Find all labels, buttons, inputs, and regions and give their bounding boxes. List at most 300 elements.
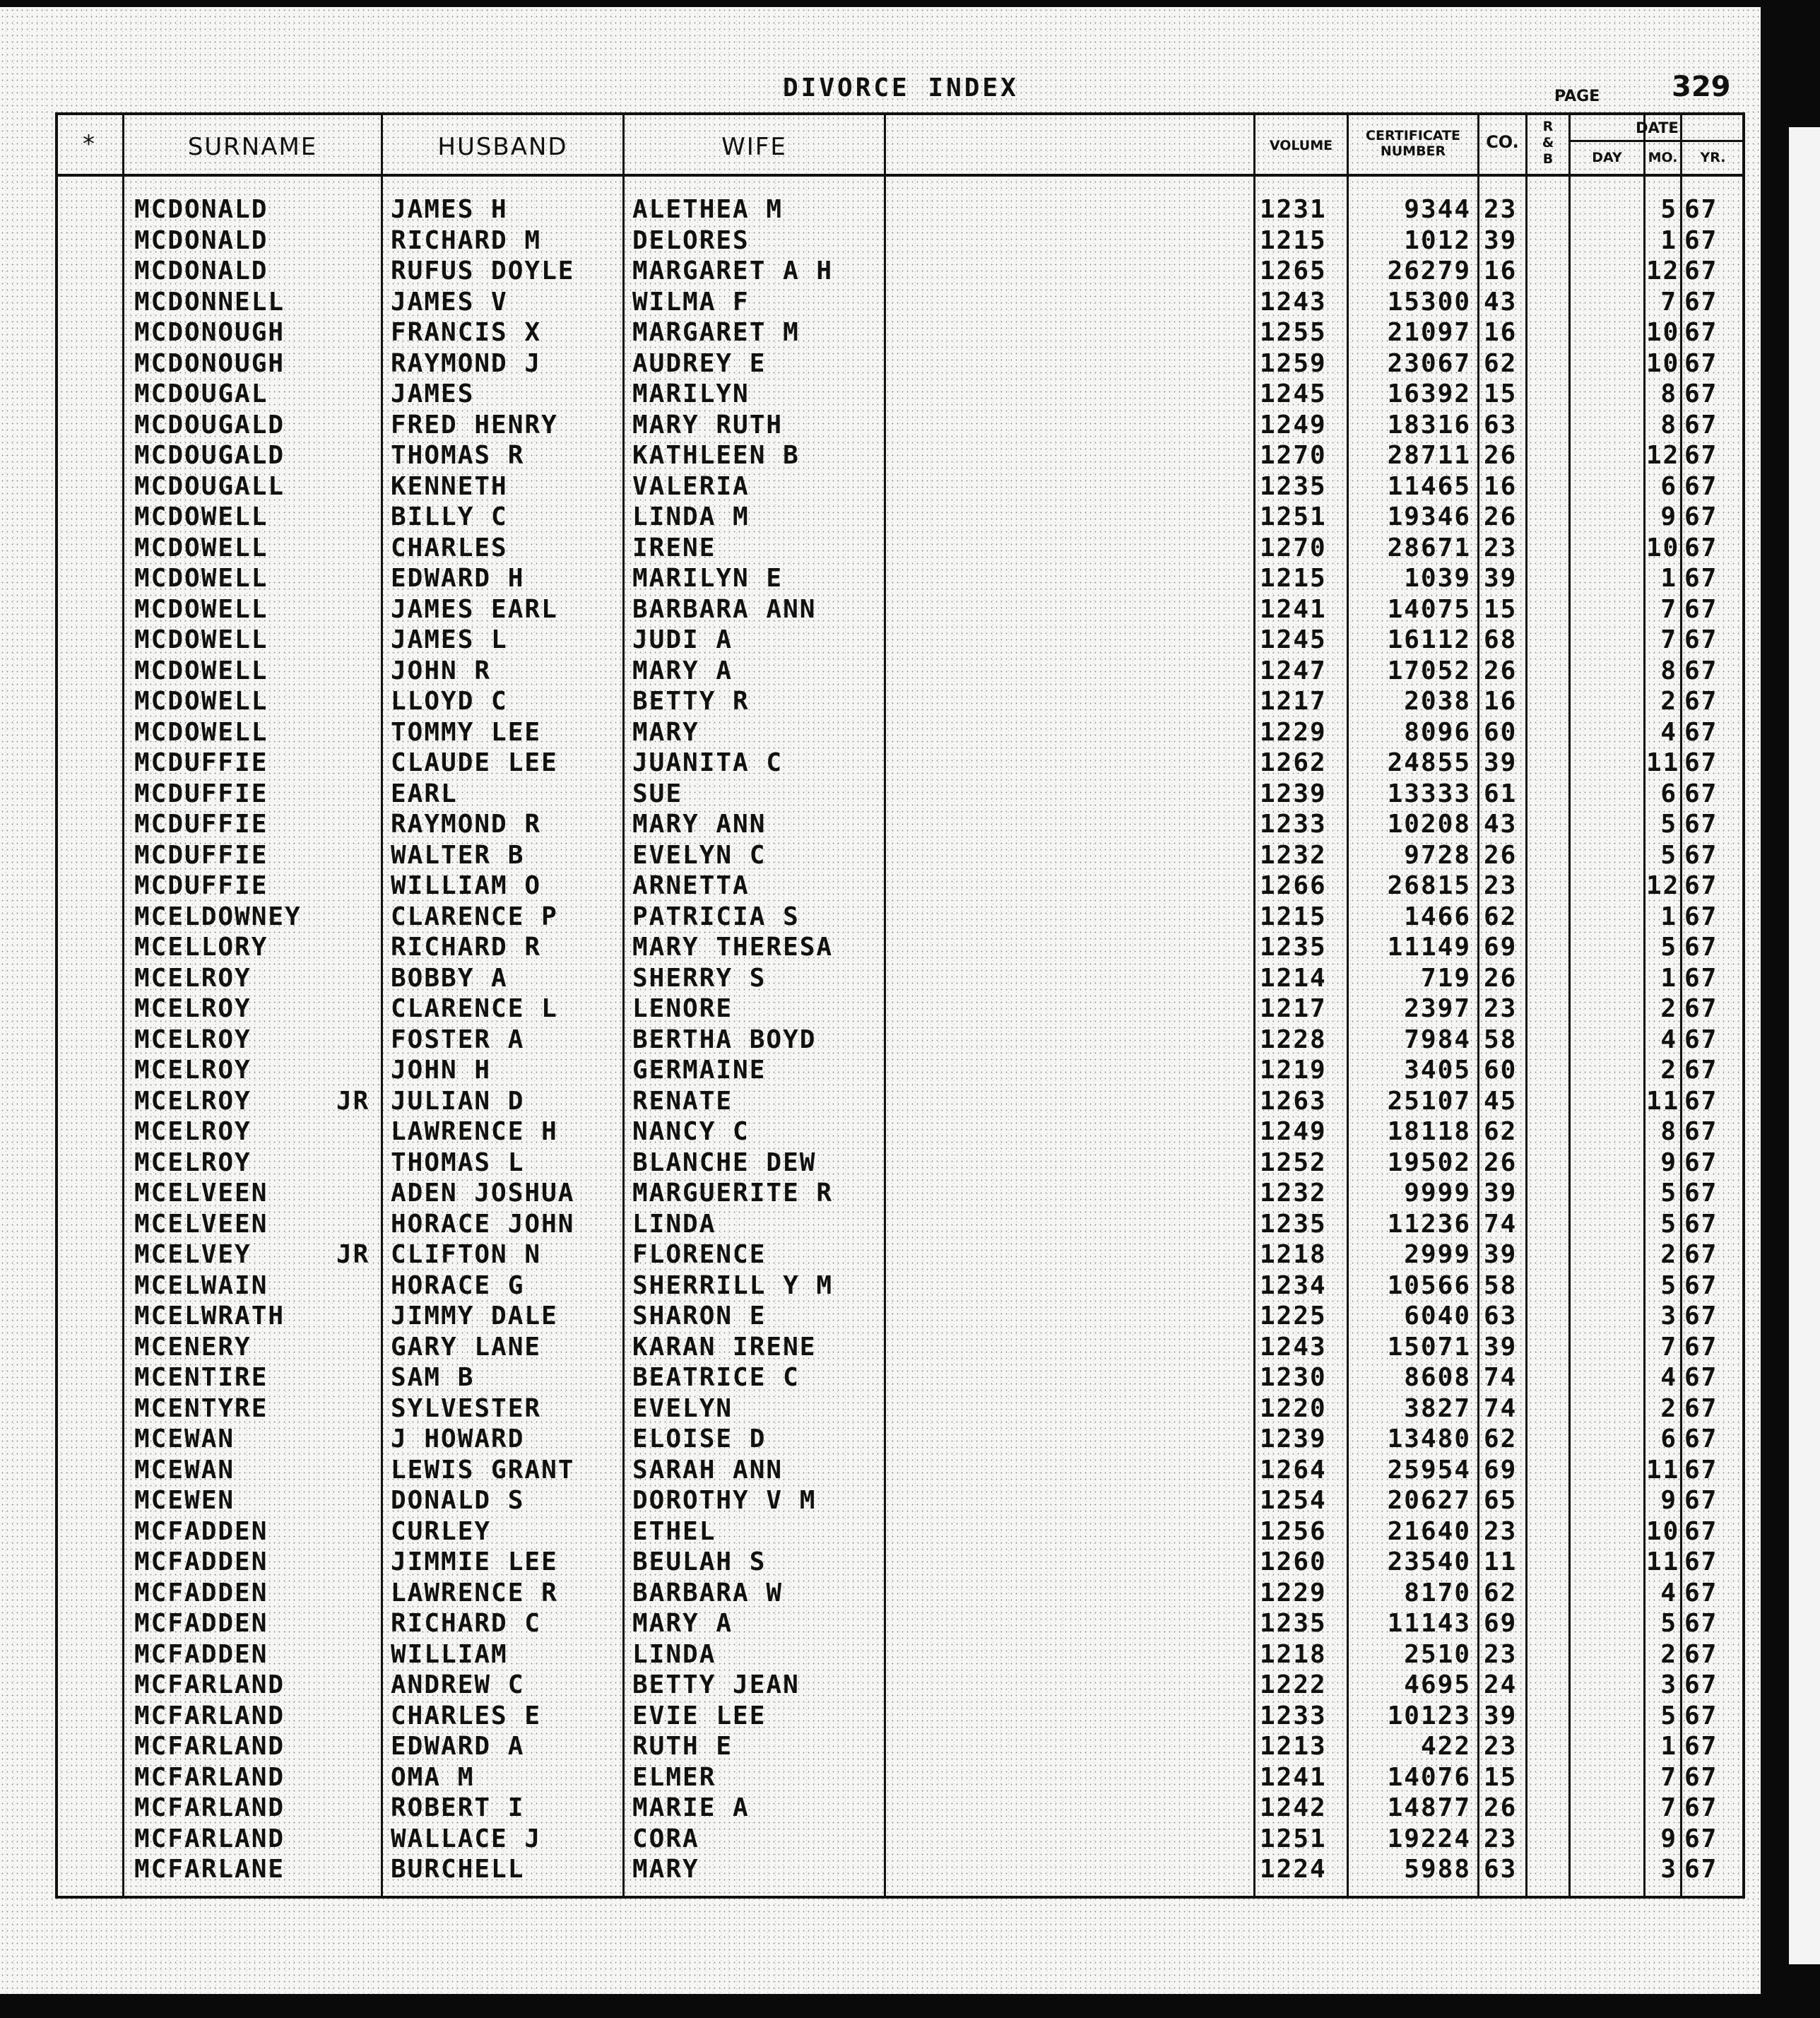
wife-cell: MARY THERESA [632, 933, 834, 962]
county-cell: 43 [1484, 287, 1518, 317]
header-husband: HUSBAND [437, 133, 568, 161]
husband-cell: ADEN JOSHUA [391, 1179, 575, 1208]
volume-cell: 1243 [1260, 287, 1327, 317]
year-cell: 67 [1684, 1670, 1718, 1699]
wife-cell: MARY ANN [632, 810, 767, 839]
husband-cell: BURCHELL [391, 1855, 525, 1884]
surname-cell: MCELROY [134, 994, 252, 1023]
husband-cell: JAMES H [391, 195, 508, 224]
husband-cell: CHARLES E [391, 1701, 542, 1730]
county-cell: 39 [1484, 1701, 1518, 1730]
wife-cell: MARY A [632, 656, 733, 685]
county-cell: 39 [1484, 1240, 1518, 1269]
month-cell: 6 [1660, 471, 1677, 501]
month-cell: 9 [1660, 1486, 1677, 1515]
husband-cell: LAWRENCE H [391, 1117, 558, 1146]
county-cell: 23 [1484, 1824, 1518, 1853]
wife-cell: ELOISE D [632, 1424, 767, 1453]
certificate-cell: 20627 [1387, 1486, 1471, 1515]
year-cell: 67 [1684, 1393, 1718, 1423]
certificate-cell: 11149 [1387, 933, 1471, 962]
year-cell: 67 [1684, 687, 1718, 716]
volume-cell: 1245 [1260, 379, 1327, 408]
certificate-cell: 11236 [1387, 1209, 1471, 1239]
year-cell: 67 [1684, 471, 1718, 501]
surname-cell: MCELROY [134, 1147, 252, 1177]
year-cell: 67 [1684, 963, 1718, 993]
county-cell: 15 [1484, 379, 1518, 408]
header-day: DAY [1592, 150, 1622, 165]
table-row [0, 625, 1820, 656]
month-cell: 2 [1660, 687, 1677, 716]
year-cell: 67 [1684, 256, 1718, 285]
county-cell: 58 [1484, 1025, 1518, 1054]
year-cell: 67 [1684, 1086, 1718, 1116]
year-cell: 67 [1684, 441, 1718, 470]
month-cell: 3 [1660, 1302, 1677, 1330]
county-cell: 26 [1484, 502, 1518, 531]
table-row [0, 932, 1820, 963]
table-row [0, 410, 1820, 441]
year-cell: 67 [1684, 1332, 1718, 1362]
table-row [0, 533, 1820, 564]
husband-cell: WALLACE J [391, 1824, 542, 1853]
husband-cell: J HOWARD [391, 1424, 525, 1453]
table-row [0, 225, 1820, 256]
county-cell: 23 [1484, 1732, 1518, 1761]
surname-cell: MCFADDEN [134, 1639, 268, 1669]
county-cell: 63 [1484, 1855, 1518, 1884]
surname-cell: MCELROY [134, 1025, 252, 1054]
month-cell: 10 [1646, 348, 1680, 378]
wife-cell: SHARON E [632, 1302, 767, 1330]
surname-cell: MCDOUGALD [134, 441, 285, 470]
wife-cell: JUANITA C [632, 748, 784, 777]
county-cell: 24 [1484, 1670, 1518, 1699]
table-row [0, 1578, 1820, 1609]
header-volume: VOLUME [1269, 138, 1333, 153]
month-cell: 5 [1660, 1270, 1677, 1300]
certificate-cell: 1012 [1404, 225, 1471, 255]
county-cell: 61 [1484, 779, 1518, 808]
surname-cell: MCDONALD [134, 256, 268, 285]
husband-cell: RICHARD C [391, 1609, 542, 1638]
year-cell: 67 [1684, 1455, 1718, 1485]
county-cell: 39 [1484, 564, 1518, 593]
table-row [0, 1270, 1820, 1302]
table-row [0, 1455, 1820, 1486]
month-cell: 10 [1646, 533, 1680, 562]
surname-cell: MCDUFFIE [134, 810, 268, 839]
certificate-cell: 9728 [1404, 840, 1471, 870]
certificate-cell: 8096 [1404, 717, 1471, 747]
year-cell: 67 [1684, 902, 1718, 931]
year-cell: 67 [1684, 1578, 1718, 1607]
surname-cell: MCFADDEN [134, 1609, 268, 1638]
table-row [0, 440, 1820, 471]
month-cell: 12 [1646, 256, 1680, 285]
table-row [0, 1147, 1820, 1179]
county-cell: 16 [1484, 471, 1518, 501]
month-cell: 11 [1646, 1086, 1680, 1116]
year-cell: 67 [1684, 1117, 1718, 1146]
month-cell: 11 [1646, 1455, 1680, 1485]
year-cell: 67 [1684, 502, 1718, 531]
month-cell: 8 [1660, 379, 1677, 408]
year-cell: 67 [1684, 625, 1718, 654]
surname-cell: MCELROY [134, 1056, 252, 1085]
county-cell: 26 [1484, 656, 1518, 685]
wife-cell: MARY A [632, 1609, 733, 1638]
surname-cell: MCFARLANE [134, 1855, 285, 1884]
table-row [0, 1086, 1820, 1117]
year-cell: 67 [1684, 656, 1718, 685]
husband-cell: RUFUS DOYLE [391, 256, 575, 285]
certificate-cell: 14877 [1387, 1793, 1471, 1822]
certificate-cell: 8608 [1404, 1363, 1471, 1392]
table-row [0, 993, 1820, 1025]
surname-cell: MCFARLAND [134, 1701, 285, 1730]
surname-cell: MCDOWELL [134, 687, 268, 716]
county-cell: 69 [1484, 1455, 1518, 1485]
husband-cell: THOMAS R [391, 441, 525, 470]
volume-cell: 1215 [1260, 225, 1327, 255]
header-rb-line1: R [1542, 119, 1554, 134]
month-cell: 1 [1660, 1732, 1677, 1761]
certificate-cell: 8170 [1404, 1578, 1471, 1607]
month-cell: 2 [1660, 994, 1677, 1023]
wife-cell: GERMAINE [632, 1056, 767, 1085]
certificate-cell: 10123 [1387, 1701, 1471, 1730]
wife-cell: ELMER [632, 1762, 716, 1792]
volume-cell: 1228 [1260, 1025, 1327, 1054]
table-row [0, 1209, 1820, 1240]
husband-cell: JAMES [391, 379, 475, 408]
surname-cell: MCFARLAND [134, 1670, 285, 1699]
header-flag: * [83, 130, 96, 158]
table-row [0, 1239, 1820, 1270]
month-cell: 7 [1660, 287, 1677, 317]
month-cell: 1 [1660, 963, 1677, 993]
husband-cell: JULIAN D [391, 1086, 525, 1116]
surname-cell: MCDOWELL [134, 625, 268, 654]
header-certificate-line1: CERTIFICATE [1366, 128, 1460, 143]
surname-cell: MCDOUGAL [134, 379, 268, 408]
husband-cell: HORACE G [391, 1270, 525, 1300]
month-cell: 1 [1660, 564, 1677, 593]
volume-cell: 1263 [1260, 1086, 1327, 1116]
certificate-cell: 17052 [1387, 656, 1471, 685]
husband-cell: FOSTER A [391, 1025, 525, 1054]
year-cell: 67 [1684, 1424, 1718, 1453]
wife-cell: MARIE A [632, 1793, 750, 1822]
header-certificate [1349, 128, 1477, 159]
certificate-cell: 6040 [1404, 1302, 1471, 1330]
husband-cell: BOBBY A [391, 963, 508, 993]
county-cell: 74 [1484, 1209, 1518, 1239]
table-row [0, 1424, 1820, 1455]
month-cell: 5 [1660, 1179, 1677, 1208]
table-row [0, 1116, 1820, 1147]
year-cell: 67 [1684, 1547, 1718, 1576]
county-cell: 58 [1484, 1270, 1518, 1300]
month-cell: 3 [1660, 1670, 1677, 1699]
volume-cell: 1254 [1260, 1486, 1327, 1515]
certificate-cell: 9999 [1404, 1179, 1471, 1208]
surname-cell: MCDUFFIE [134, 840, 268, 870]
county-cell: 62 [1484, 1578, 1518, 1607]
month-cell: 9 [1660, 1824, 1677, 1853]
surname-cell: MCDONOUGH [134, 348, 285, 378]
county-cell: 23 [1484, 1639, 1518, 1669]
year-cell: 67 [1684, 1609, 1718, 1638]
year-cell: 67 [1684, 1701, 1718, 1730]
county-cell: 39 [1484, 748, 1518, 777]
volume-cell: 1239 [1260, 779, 1327, 808]
husband-cell: SYLVESTER [391, 1393, 542, 1423]
year-cell: 67 [1684, 717, 1718, 747]
volume-cell: 1235 [1260, 1209, 1327, 1239]
table-row [0, 1547, 1820, 1578]
certificate-cell: 3827 [1404, 1393, 1471, 1423]
table-row [0, 1178, 1820, 1209]
month-cell: 2 [1660, 1639, 1677, 1669]
surname-cell: MCFARLAND [134, 1762, 285, 1792]
certificate-cell: 15300 [1387, 287, 1471, 317]
county-cell: 39 [1484, 225, 1518, 255]
county-cell: 23 [1484, 1516, 1518, 1546]
month-cell: 8 [1660, 1117, 1677, 1146]
husband-cell: DONALD S [391, 1486, 525, 1515]
month-cell: 1 [1660, 225, 1677, 255]
volume-cell: 1262 [1260, 748, 1327, 777]
husband-cell: EDWARD A [391, 1732, 525, 1761]
county-cell: 65 [1484, 1486, 1518, 1515]
volume-cell: 1233 [1260, 810, 1327, 839]
month-cell: 2 [1660, 1240, 1677, 1269]
year-cell: 67 [1684, 225, 1718, 255]
year-cell: 67 [1684, 564, 1718, 593]
wife-cell: MARGUERITE R [632, 1179, 834, 1208]
certificate-cell: 26279 [1387, 256, 1471, 285]
wife-cell: BARBARA W [632, 1578, 784, 1607]
volume-cell: 1255 [1260, 318, 1327, 347]
table-row [0, 717, 1820, 748]
wife-cell: BLANCHE DEW [632, 1147, 817, 1177]
county-cell: 23 [1484, 994, 1518, 1023]
husband-cell: EDWARD H [391, 564, 525, 593]
table-row [0, 871, 1820, 902]
husband-cell: JOHN R [391, 656, 492, 685]
month-cell: 11 [1646, 748, 1680, 777]
husband-cell: WILLIAM [391, 1639, 508, 1669]
husband-cell: CLAUDE LEE [391, 748, 558, 777]
husband-cell: FRED HENRY [391, 410, 558, 439]
county-cell: 74 [1484, 1363, 1518, 1392]
volume-cell: 1225 [1260, 1302, 1327, 1330]
surname-cell: MCDUFFIE [134, 779, 268, 808]
husband-cell: RICHARD M [391, 225, 542, 255]
wife-cell: BETTY JEAN [632, 1670, 800, 1699]
volume-cell: 1251 [1260, 502, 1327, 531]
year-cell: 67 [1684, 1056, 1718, 1085]
volume-cell: 1218 [1260, 1639, 1327, 1669]
husband-cell: JIMMY DALE [391, 1302, 558, 1330]
year-cell: 67 [1684, 287, 1718, 317]
year-cell: 67 [1684, 933, 1718, 962]
certificate-cell: 23067 [1387, 348, 1471, 378]
county-cell: 63 [1484, 1302, 1518, 1330]
husband-cell: TOMMY LEE [391, 717, 542, 747]
certificate-cell: 2038 [1404, 687, 1471, 716]
month-cell: 4 [1660, 717, 1677, 747]
husband-cell: ROBERT I [391, 1793, 525, 1822]
surname-cell: MCELVEY [134, 1240, 252, 1269]
county-cell: 15 [1484, 594, 1518, 624]
table-row [0, 1731, 1820, 1762]
county-cell: 69 [1484, 933, 1518, 962]
table-row [0, 1362, 1820, 1393]
husband-cell: JAMES L [391, 625, 508, 654]
certificate-cell: 11143 [1387, 1609, 1471, 1638]
surname-cell: MCELVEEN [134, 1179, 268, 1208]
surname-cell: MCFARLAND [134, 1824, 285, 1853]
certificate-cell: 23540 [1387, 1547, 1471, 1576]
county-cell: 11 [1484, 1547, 1518, 1576]
header-wife: WIFE [721, 133, 787, 161]
volume-cell: 1239 [1260, 1424, 1327, 1453]
table-row [0, 1301, 1820, 1332]
surname-cell: MCELROY [134, 1086, 252, 1116]
volume-cell: 1231 [1260, 195, 1327, 224]
year-cell: 67 [1684, 1025, 1718, 1054]
county-cell: 26 [1484, 1793, 1518, 1822]
wife-cell: EVELYN [632, 1393, 733, 1423]
year-cell: 67 [1684, 1147, 1718, 1177]
table-row [0, 902, 1820, 933]
county-cell: 62 [1484, 1424, 1518, 1453]
wife-cell: KARAN IRENE [632, 1332, 817, 1362]
certificate-cell: 4695 [1404, 1670, 1471, 1699]
county-cell: 60 [1484, 1056, 1518, 1085]
month-cell: 12 [1646, 441, 1680, 470]
wife-cell: DOROTHY V M [632, 1486, 817, 1515]
certificate-cell: 24855 [1387, 748, 1471, 777]
husband-cell: CHARLES [391, 533, 508, 562]
certificate-cell: 21640 [1387, 1516, 1471, 1546]
certificate-cell: 5988 [1404, 1855, 1471, 1884]
table-row [0, 1332, 1820, 1363]
certificate-cell: 11465 [1387, 471, 1471, 501]
county-cell: 26 [1484, 441, 1518, 470]
surname-cell: MCDONALD [134, 225, 268, 255]
year-cell: 67 [1684, 1363, 1718, 1392]
husband-cell: FRANCIS X [391, 318, 542, 347]
volume-cell: 1249 [1260, 1117, 1327, 1146]
husband-cell: JOHN H [391, 1056, 492, 1085]
husband-cell: CLARENCE P [391, 902, 558, 931]
volume-cell: 1245 [1260, 625, 1327, 654]
year-cell: 67 [1684, 1855, 1718, 1884]
year-cell: 67 [1684, 1762, 1718, 1792]
month-cell: 9 [1660, 502, 1677, 531]
year-cell: 67 [1684, 1516, 1718, 1546]
wife-cell: LENORE [632, 994, 733, 1023]
table-row [0, 194, 1820, 225]
volume-cell: 1241 [1260, 1762, 1327, 1792]
volume-cell: 1235 [1260, 1609, 1327, 1638]
certificate-cell: 18118 [1387, 1117, 1471, 1146]
surname-cell: MCDOWELL [134, 564, 268, 593]
table-row [0, 563, 1820, 594]
surname-cell: MCEWEN [134, 1486, 235, 1515]
husband-cell: GARY LANE [391, 1332, 542, 1362]
year-cell: 67 [1684, 840, 1718, 870]
table-row [0, 348, 1820, 379]
wife-cell: DELORES [632, 225, 750, 255]
year-cell: 67 [1684, 533, 1718, 562]
county-cell: 45 [1484, 1086, 1518, 1116]
year-cell: 67 [1684, 1302, 1718, 1330]
year-cell: 67 [1684, 318, 1718, 347]
volume-cell: 1264 [1260, 1455, 1327, 1485]
husband-cell: CURLEY [391, 1516, 492, 1546]
document-title: DIVORCE INDEX [783, 73, 1019, 102]
surname-cell: MCDOWELL [134, 656, 268, 685]
husband-cell: JAMES V [391, 287, 508, 317]
wife-cell: MARGARET A H [632, 256, 834, 285]
month-cell: 2 [1660, 1056, 1677, 1085]
husband-cell: CLARENCE L [391, 994, 558, 1023]
surname-cell: MCELROY [134, 1117, 252, 1146]
month-cell: 5 [1660, 1609, 1677, 1638]
header-certificate-line2: NUMBER [1380, 143, 1446, 159]
certificate-cell: 25954 [1387, 1455, 1471, 1485]
month-cell: 11 [1646, 1547, 1680, 1576]
wife-cell: JUDI A [632, 625, 733, 654]
certificate-cell: 14076 [1387, 1762, 1471, 1792]
wife-cell: MARILYN [632, 379, 750, 408]
volume-cell: 1217 [1260, 687, 1327, 716]
volume-cell: 1265 [1260, 256, 1327, 285]
wife-cell: BETTY R [632, 687, 750, 716]
county-cell: 62 [1484, 902, 1518, 931]
table-row [0, 1701, 1820, 1732]
volume-cell: 1214 [1260, 963, 1327, 993]
wife-cell: RUTH E [632, 1732, 733, 1761]
month-cell: 10 [1646, 318, 1680, 347]
volume-cell: 1229 [1260, 717, 1327, 747]
volume-cell: 1247 [1260, 656, 1327, 685]
table-row [0, 686, 1820, 717]
certificate-cell: 2397 [1404, 994, 1471, 1023]
table-row [0, 779, 1820, 810]
county-cell: 26 [1484, 840, 1518, 870]
month-cell: 8 [1660, 410, 1677, 439]
wife-cell: EVELYN C [632, 840, 767, 870]
page-number: 329 [1672, 71, 1731, 103]
surname-cell: MCFADDEN [134, 1578, 268, 1607]
record-list [0, 194, 1820, 1885]
surname-cell: MCDOWELL [134, 594, 268, 624]
county-cell: 23 [1484, 533, 1518, 562]
surname-cell: MCFARLAND [134, 1793, 285, 1822]
certificate-cell: 719 [1420, 963, 1471, 993]
month-cell: 5 [1660, 1701, 1677, 1730]
month-cell: 3 [1660, 1855, 1677, 1884]
volume-cell: 1251 [1260, 1824, 1327, 1853]
year-cell: 67 [1684, 1793, 1718, 1822]
